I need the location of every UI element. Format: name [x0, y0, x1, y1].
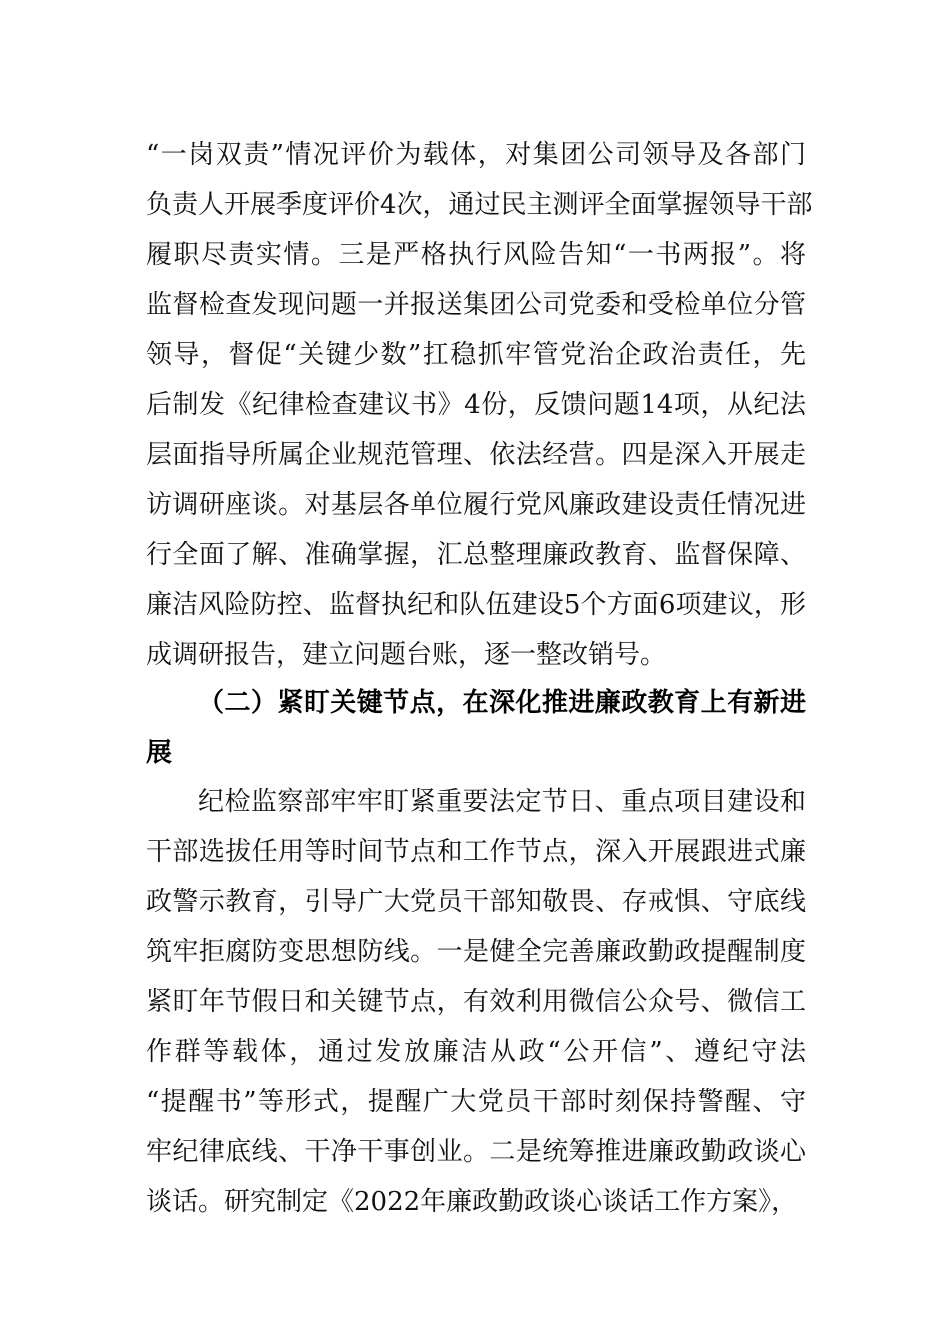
body-text-line: 筑牢拒腐防变思想防线。一是健全完善廉政勤政提醒制度	[146, 937, 806, 967]
body-text-line: “一岗双责”情况评价为载体，对集团公司领导及各部门	[146, 140, 806, 170]
body-text-line: 作群等载体，通过发放廉洁从政“公开信”、遵纪守法	[146, 1037, 806, 1067]
body-text-line: 紧盯年节假日和关键节点，有效利用微信公众号、微信工	[146, 987, 806, 1017]
body-text-line: 政警示教育，引导广大党员干部知敬畏、存戒惧、守底线	[146, 887, 806, 917]
body-text-line: 纪检监察部牢牢盯紧重要法定节日、重点项目建设和	[198, 787, 806, 817]
body-text-line: 后制发《纪律检查建议书》4份，反馈问题14项，从纪法	[146, 390, 806, 420]
section-heading: （二）紧盯关键节点，在深化推进廉政教育上有新进	[198, 688, 806, 718]
body-text-line: 层面指导所属企业规范管理、依法经营。四是深入开展走	[146, 440, 806, 470]
body-text-line: 领导，督促“关键少数”扛稳抓牢管党治企政治责任，先	[146, 340, 806, 370]
body-text-line: 谈话。研究制定《2022年廉政勤政谈心谈话工作方案》，	[146, 1187, 798, 1217]
body-text-line: 牢纪律底线、干净干事创业。二是统筹推进廉政勤政谈心	[146, 1137, 806, 1167]
body-text-line: 履职尽责实情。三是严格执行风险告知“一书两报”。将	[146, 240, 806, 270]
body-text-line: “提醒书”等形式，提醒广大党员干部时刻保持警醒、守	[146, 1087, 806, 1117]
body-text-line: 负责人开展季度评价4次，通过民主测评全面掌握领导干部	[146, 190, 813, 220]
body-text-line: 干部选拔任用等时间节点和工作节点，深入开展跟进式廉	[146, 837, 806, 867]
body-text-line: 成调研报告，建立问题台账，逐一整改销号。	[146, 640, 667, 670]
body-text-line: 访调研座谈。对基层各单位履行党风廉政建设责任情况进	[146, 490, 806, 520]
body-text-line: 监督检查发现问题一并报送集团公司党委和受检单位分管	[146, 290, 806, 320]
body-text-line: 廉洁风险防控、监督执纪和队伍建设5个方面6项建议，形	[146, 590, 806, 620]
section-heading-continued: 展	[146, 738, 173, 768]
body-text-line: 行全面了解、准确掌握，汇总整理廉政教育、监督保障、	[146, 540, 806, 570]
